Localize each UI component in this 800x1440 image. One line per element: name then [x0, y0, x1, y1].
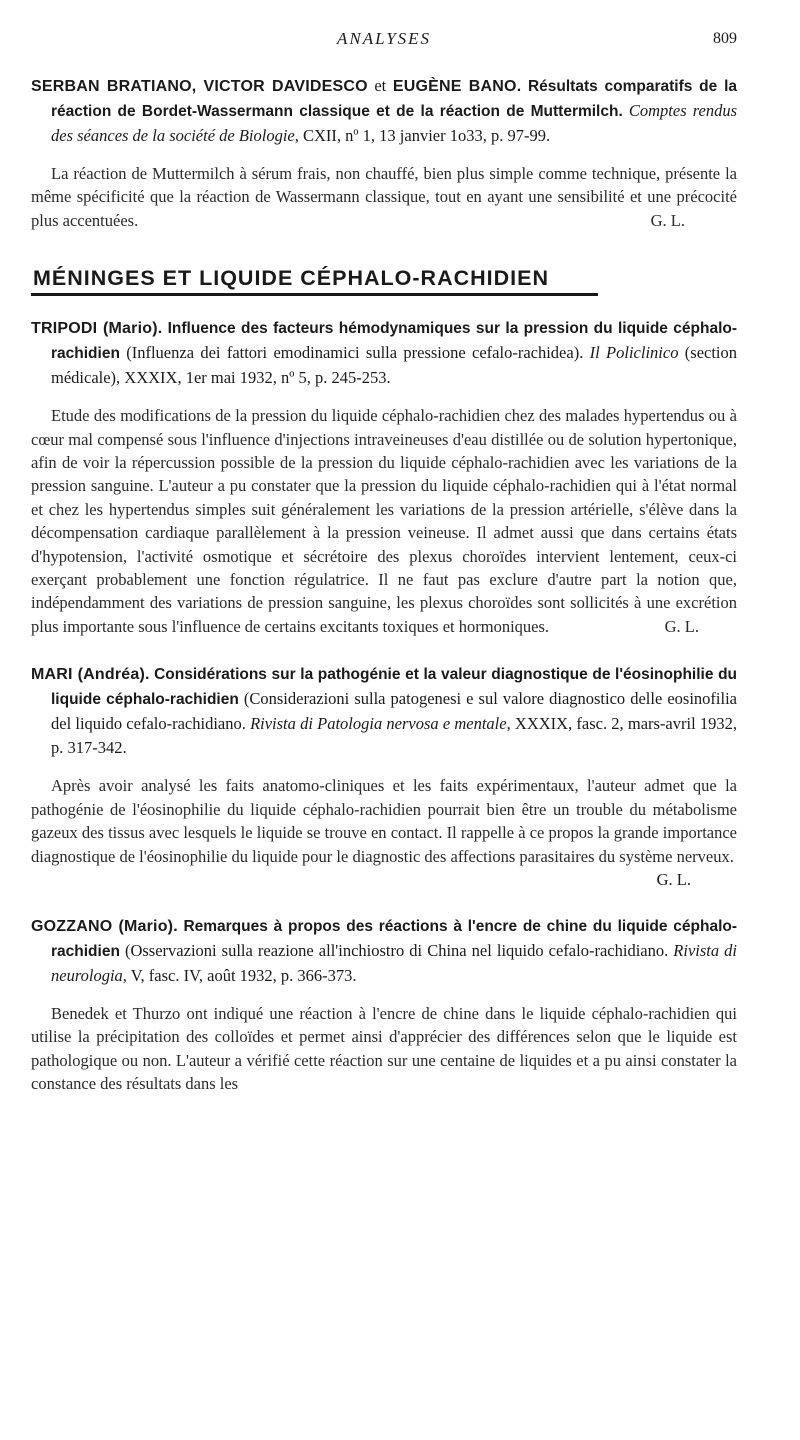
entry-signature: G. L.: [650, 210, 685, 230]
entry-bratiano: [31, 74, 737, 232]
page-number: 809: [713, 30, 737, 47]
entry-abstract-text: Etude des modifications de la pression du liquide céphalo-rachidien chez des malades hypertendus ou à cœur mal compensé sous l'influence d'injections intraveineuses d'eau distillée ou de solution hypertonique, afin de voir la répercussion possible de la pression du liquide céphalo-rachidien avec les variations de la pression sanguine. L'auteur a pu constater que la pression du liquide céphalo-rachidien qui à l'état normal et chez les hypertendus simples suit généralement les variations de la pression artérielle, s'élève dans la décompensation cardiaque parallèlement à la pression veineuse. Il admet aussi que dans certains états d'hypotension, l'activité osmotique et sécrétoire des plexus choroïdes intervient lentement, ceux-ci exerçant probablement une fonction régulatrice. Il ne faut pas exclure d'autre part la notion que, indépendamment des variations de pression sanguine, les plexus choroïdes sont sollicités à une excrétion plus importante sous l'influence de certains excitants toxiques et hormoniques.: [31, 406, 737, 636]
entry-author: GOZZANO (Mario).: [31, 917, 178, 935]
page: [31, 26, 737, 1096]
entry-heading: [31, 316, 737, 390]
entry-abstract: [31, 1002, 737, 1096]
entry-title: Considérations sur la pathogénie et la valeur diagnostique de l'éosinophilie du liquide céphalo-rachidien: [51, 666, 738, 709]
entry-author: MARI (Andréa).: [31, 666, 150, 684]
entry-details: V, fasc. IV, août 1932, p. 366-373.: [126, 965, 357, 985]
entry-title: Influence des facteurs hémodynamiques sur la pression du liquide céphalo-rachidien: [51, 320, 738, 363]
entry-conjunction: et: [367, 76, 393, 95]
entry-signature: G. L.: [656, 869, 691, 889]
entry-source: Rivista di neurologia,: [51, 940, 737, 985]
section-title: MÉNINGES ET LIQUIDE CÉPHALO-RACHIDIEN: [33, 266, 549, 291]
entry-source: Il Policlinico: [589, 343, 679, 363]
entry-source: Rivista di Patologia nervosa e mentale,: [250, 714, 511, 734]
entry-mari: [31, 662, 737, 890]
entry-abstract-text: La réaction de Muttermilch à sérum frais, non chauffé, bien plus simple comme technique, présente la même spécificité que la réaction de Wassermann classique, tout en ayant une sensibilité et une précocité plus accentuées.: [31, 164, 737, 230]
entry-author: TRIPODI (Mario).: [31, 320, 163, 338]
entry-heading: [31, 914, 737, 988]
entry-source: Comptes rendus des séances de la société de Biologie,: [51, 101, 737, 145]
entry-signature: G. L.: [664, 616, 699, 636]
entry-title: Remarques à propos des réactions à l'encre de chine du liquide céphalo-rachidien: [51, 917, 738, 960]
running-head: [31, 26, 737, 50]
entry-heading: [31, 662, 737, 760]
entry-title: Résultats comparatifs de la réaction de Bordet-Wassermann classique et de la réaction de Muttermilch.: [51, 78, 737, 120]
entry-abstract: [31, 774, 737, 868]
entry-author: EUGÈNE BANO.: [392, 78, 522, 95]
entry-original-title: (Considerazioni sulla patogenesi e sul valore diagnostico delle eosinofilia del liquido cefalo-rachidiano.: [51, 689, 737, 734]
entry-details: (section médicale), XXXIX, 1er mai 1932, nº 5, p. 245-253.: [51, 343, 738, 388]
running-head-title: ANALYSES: [336, 29, 432, 48]
entry-heading: [31, 74, 737, 148]
entry-abstract-text: Benedek et Thurzo ont indiqué une réaction à l'encre de chine dans le liquide céphalo-rachidien qui utilise la précipitation des colloïdes et permet ainsi d'apprécier des différences selon que le liquide est pathologique ou non. L'auteur a vérifié cette réaction sur une centaine de liquides et a pu ainsi constater la constance des résultats dans les: [31, 1003, 737, 1094]
entry-gozzano: [31, 914, 737, 1096]
entry-abstract: [31, 404, 737, 638]
entry-tripodi: [31, 316, 737, 638]
entry-original-title: (Influenza dei fattori emodinamici sulla pressione cefalo-rachidea).: [119, 343, 590, 363]
entry-original-title: (Osservazioni sulla reazione all'inchiostro di China nel liquido cefalo-rachidiano.: [119, 940, 674, 960]
entry-details: CXII, nº 1, 13 janvier 1o33, p. 97-99.: [298, 126, 551, 145]
entry-abstract: [31, 162, 737, 232]
section-rule: [31, 293, 598, 296]
entry-authors: SERBAN BRATIANO, VICTOR DAVIDESCO: [31, 78, 368, 95]
entry-details: XXXIX, fasc. 2, mars-avril 1932, p. 317-342.: [51, 714, 737, 758]
entry-abstract-text: Après avoir analysé les faits anatomo-cliniques et les faits expérimentaux, l'auteur admet que la pathogénie de l'éosinophilie du liquide céphalo-rachidien pourrait bien être un trouble du métabolisme gazeux des tissus avec lesquels le liquide se trouve en contact. Il rappelle à ce propos la grande importance diagnostique de l'éosinophilie du liquide pour le diagnostic des affections parasitaires du système nerveux.: [31, 776, 737, 866]
section-heading: [31, 266, 737, 296]
